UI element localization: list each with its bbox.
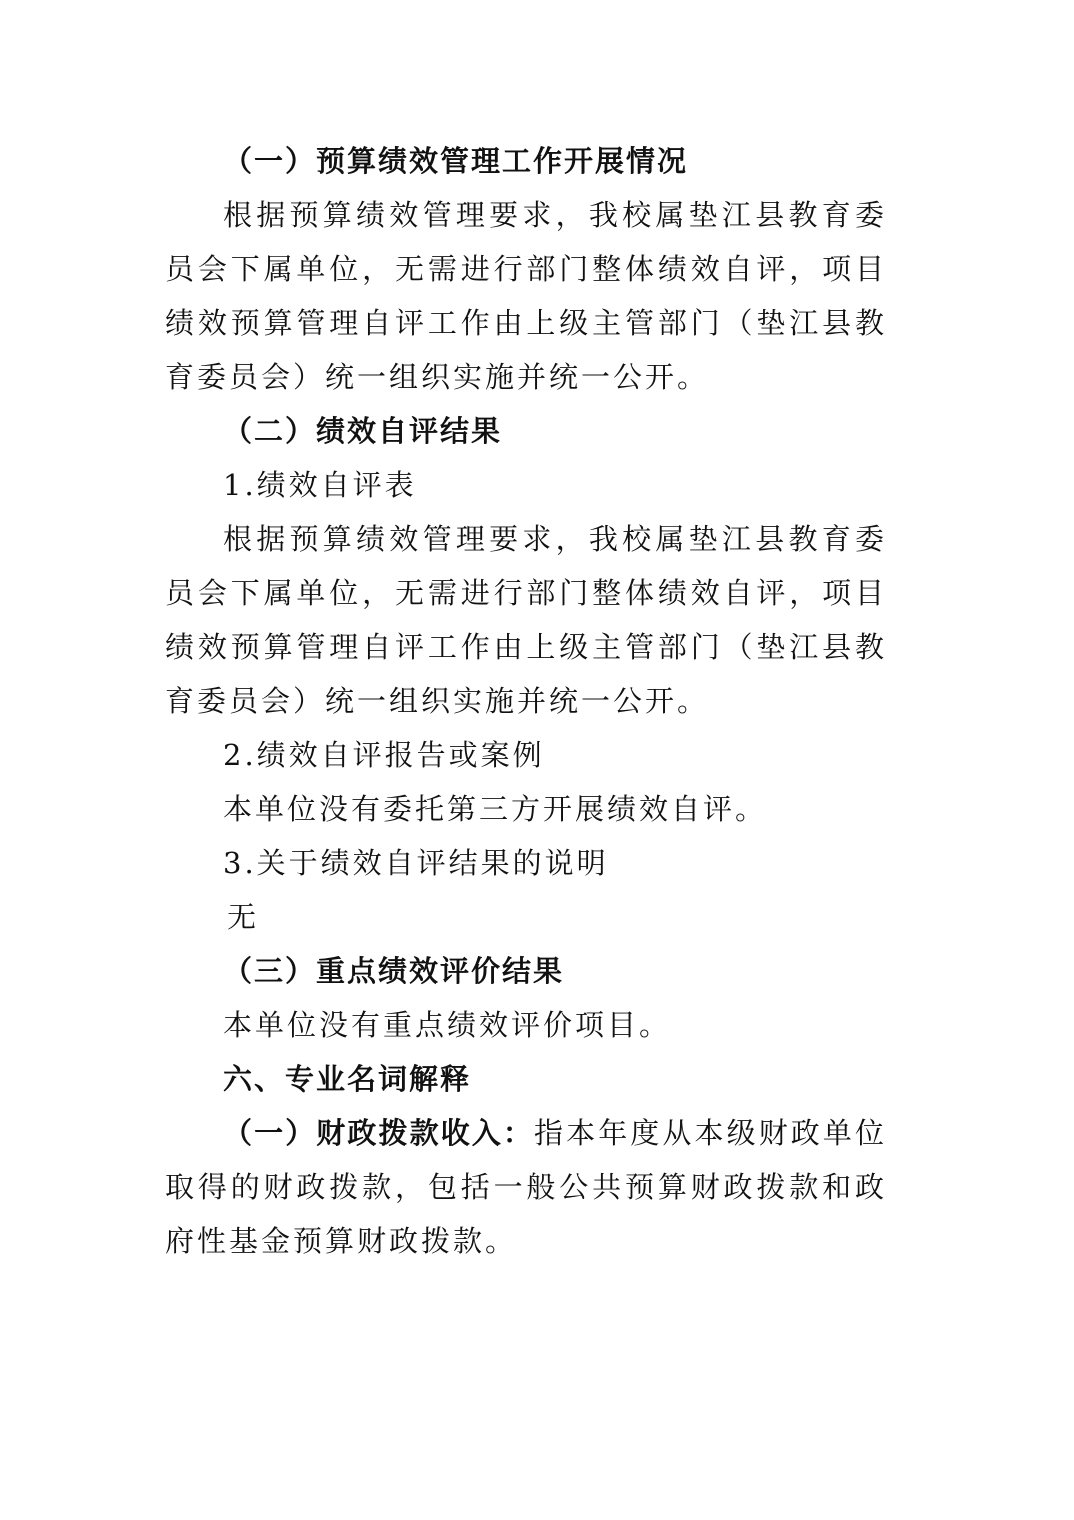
section-heading-budget-performance: （一）预算绩效管理工作开展情况 bbox=[223, 144, 689, 178]
section-heading-glossary: 六、专业名词解释 bbox=[223, 1062, 472, 1096]
glossary-term-label: （一）财政拨款收入： bbox=[223, 1116, 534, 1150]
item-title-self-evaluation-notes: 3.关于绩效自评结果的说明 bbox=[223, 846, 609, 880]
item-title-self-evaluation-report: 2.绩效自评报告或案例 bbox=[223, 738, 545, 772]
paragraph-self-evaluation-table: 根据预算绩效管理要求，我校属垫江县教育委员会下属单位，无需进行部门整体绩效自评，项目绩效预算管理自评工作由上级主管部门（垫江县教育委员会）统一组织实施并统一公开。 bbox=[165, 522, 887, 718]
glossary-term-definition: 指本年度从本级财政单位取得的财政拨款，包括一般公共预算财政拨款和政府性基金预算财政拨款。 bbox=[165, 1116, 887, 1258]
paragraph-self-evaluation-notes: 无 bbox=[227, 900, 260, 934]
paragraph-glossary-term-1 bbox=[165, 1106, 887, 1268]
section-heading-self-evaluation: （二）绩效自评结果 bbox=[223, 414, 503, 448]
paragraph-key-evaluation: 本单位没有重点绩效评价项目。 bbox=[223, 1008, 672, 1042]
document-page bbox=[165, 134, 887, 1268]
paragraph-self-evaluation-report: 本单位没有委托第三方开展绩效自评。 bbox=[223, 792, 768, 826]
section-heading-key-evaluation: （三）重点绩效评价结果 bbox=[223, 954, 565, 988]
paragraph-budget-performance: 根据预算绩效管理要求，我校属垫江县教育委员会下属单位，无需进行部门整体绩效自评，项目绩效预算管理自评工作由上级主管部门（垫江县教育委员会）统一组织实施并统一公开。 bbox=[165, 198, 887, 394]
item-title-self-evaluation-table: 1.绩效自评表 bbox=[223, 468, 417, 502]
